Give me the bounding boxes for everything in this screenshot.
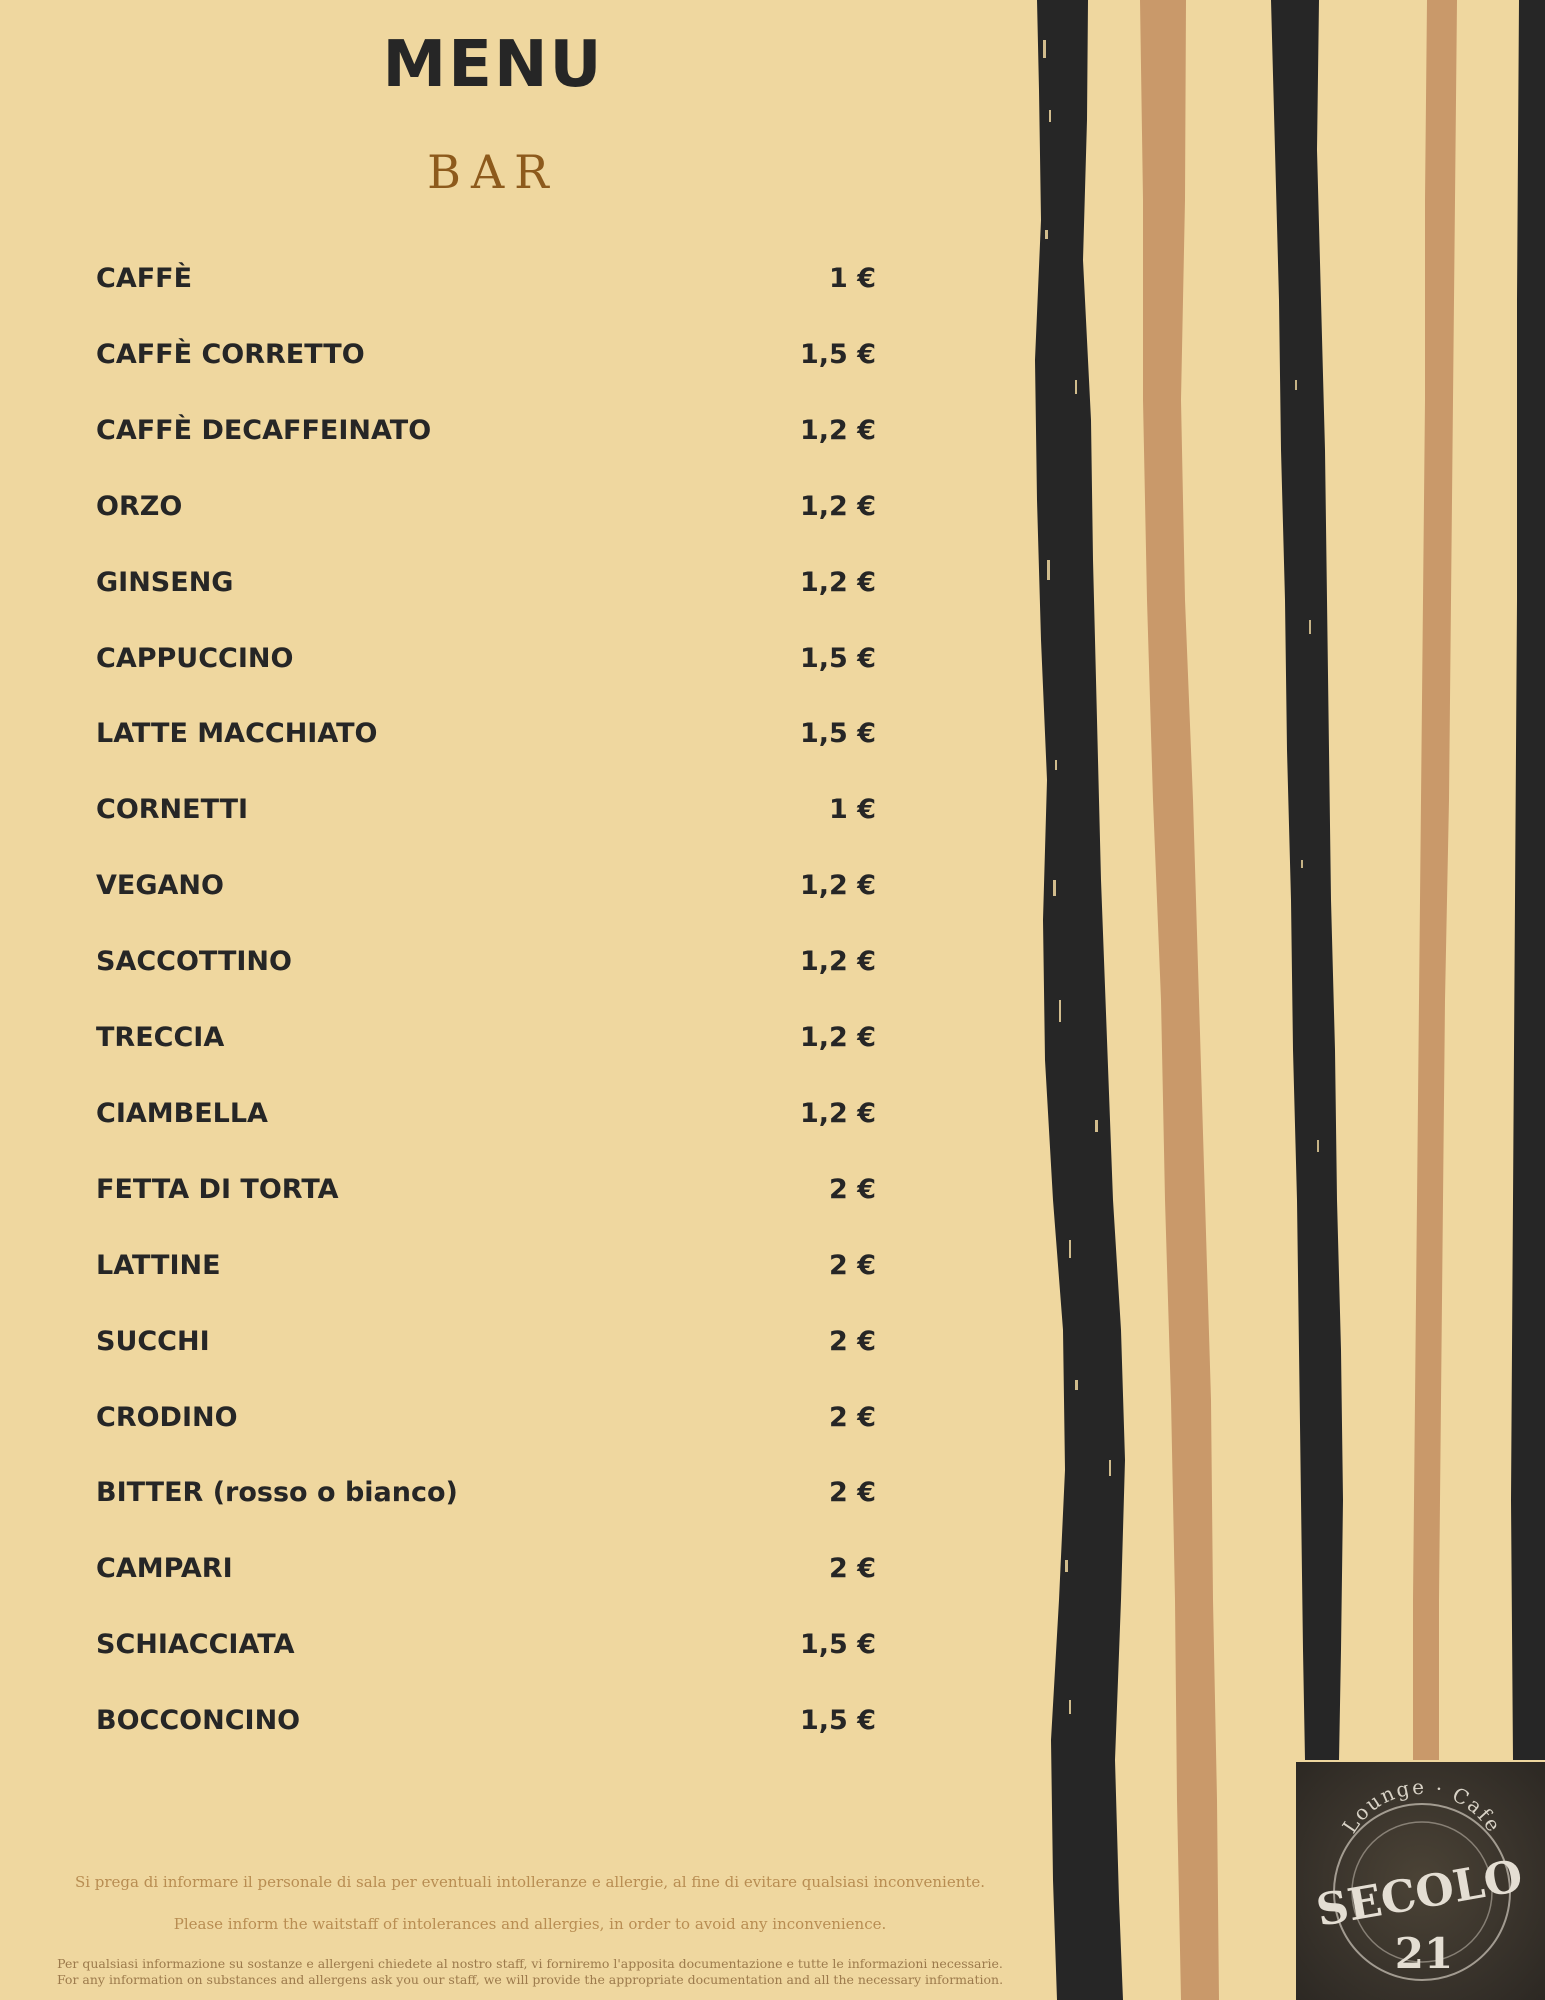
menu-item-name: TRECCIA (96, 1022, 225, 1053)
menu-item-name: BITTER (rosso o bianco) (96, 1477, 458, 1509)
logo-number: 21 (1394, 1929, 1454, 1978)
menu-item-name: FETTA DI TORTA (96, 1173, 339, 1205)
menu-item (96, 1022, 876, 1062)
menu-item-price: 1,5 € (799, 642, 876, 674)
menu-item-price: 2 € (829, 1477, 876, 1509)
menu-item-price: 1,2 € (799, 414, 876, 446)
menu-item-price: 1,5 € (799, 1705, 876, 1737)
menu-item-name: VEGANO (96, 870, 224, 902)
menu-item-price: 1 € (829, 794, 876, 826)
menu-item (96, 1098, 876, 1138)
menu-item (96, 1553, 876, 1593)
menu-item-name: SCHIACCIATA (96, 1629, 295, 1661)
menu-item-price: 1,2 € (799, 1022, 876, 1053)
menu-item-name: BOCCONCINO (96, 1705, 301, 1737)
menu-item (96, 870, 876, 910)
allergen-info-english: For any information on substances and allergens ask you our staff, we will provide the appropriate documentation and all the necessary information. (56, 1972, 1004, 1987)
menu-item-price: 2 € (829, 1401, 876, 1433)
menu-item-price: 1 € (829, 263, 876, 294)
allergen-info-italian: Per qualsiasi informazione su sostanze e allergeni chiedete al nostro staff, vi forniremo l'apposita documentazione e tutte le informazioni necessarie. (57, 1956, 1003, 1971)
menu-item (96, 1477, 876, 1517)
menu-item-name: LATTE MACCHIATO (96, 718, 378, 750)
secolo-21-logo (1296, 1762, 1545, 2000)
logo-name: SECOLO (1312, 1850, 1527, 1937)
menu-item (96, 1402, 876, 1442)
menu-item-price: 1,2 € (799, 490, 876, 522)
menu-item-price: 1,5 € (799, 1629, 876, 1661)
menu-item-price: 1,2 € (799, 870, 876, 902)
menu-item (96, 415, 876, 455)
menu-item (96, 1326, 876, 1366)
menu-item-price: 2 € (829, 1325, 876, 1357)
tan-stripe-1 (1140, 0, 1219, 2000)
menu-item (96, 491, 876, 531)
menu-title: MENU (382, 28, 604, 102)
dark-stripe-3 (1511, 0, 1545, 1760)
menu-item-name: SUCCHI (96, 1325, 210, 1357)
menu-item (96, 946, 876, 986)
menu-item-name: CORNETTI (96, 794, 249, 826)
dark-stripe-2 (1271, 0, 1343, 1760)
menu-item-name: CAFFÈ (96, 263, 193, 294)
decorative-stripes (1035, 0, 1545, 2000)
allergy-notice-italian: Si prega di informare il personale di sala per eventuali intolleranze e allergie, al fine di evitare qualsiasi inconveniente. (74, 1873, 986, 1891)
menu-item-price: 1,5 € (799, 718, 876, 750)
menu-item-name: CAFFÈ CORRETTO (96, 338, 365, 370)
menu-item-name: SACCOTTINO (96, 946, 292, 978)
menu-item-price: 1,2 € (799, 566, 876, 598)
menu-item (96, 794, 876, 834)
menu-item-name: CAFFÈ DECAFFEINATO (96, 414, 432, 446)
menu-item-price: 1,2 € (799, 1097, 876, 1129)
menu-item-name: CAMPARI (96, 1553, 233, 1585)
menu-item (96, 1705, 876, 1745)
section-title-bar: BAR (427, 145, 559, 199)
menu-item-price: 2 € (829, 1173, 876, 1205)
menu-item-name: CAPPUCCINO (96, 642, 294, 674)
menu-item (96, 263, 876, 303)
menu-item-name: CRODINO (96, 1401, 238, 1433)
menu-item-name: GINSENG (96, 566, 234, 598)
menu-item-name: ORZO (96, 490, 183, 522)
menu-item (96, 643, 876, 683)
menu-item-name: LATTINE (96, 1249, 221, 1281)
menu-item-price: 2 € (829, 1249, 876, 1281)
menu-item-price: 1,5 € (799, 338, 876, 370)
menu-item-price: 1,2 € (799, 946, 876, 978)
menu-item-name: CIAMBELLA (96, 1097, 268, 1129)
menu-item (96, 1629, 876, 1669)
menu-item (96, 718, 876, 758)
allergy-notice-english: Please inform the waitstaff of intolerances and allergies, in order to avoid any inconvenience. (173, 1915, 887, 1933)
logo-arc-text: Lounge · Cafe (1337, 1774, 1507, 1838)
menu-item (96, 339, 876, 379)
tan-stripe-2 (1413, 0, 1457, 1760)
menu-item (96, 1174, 876, 1214)
menu-item (96, 567, 876, 607)
menu-item-price: 2 € (829, 1553, 876, 1585)
dark-stripe-1 (1035, 0, 1125, 2000)
menu-item (96, 1250, 876, 1290)
